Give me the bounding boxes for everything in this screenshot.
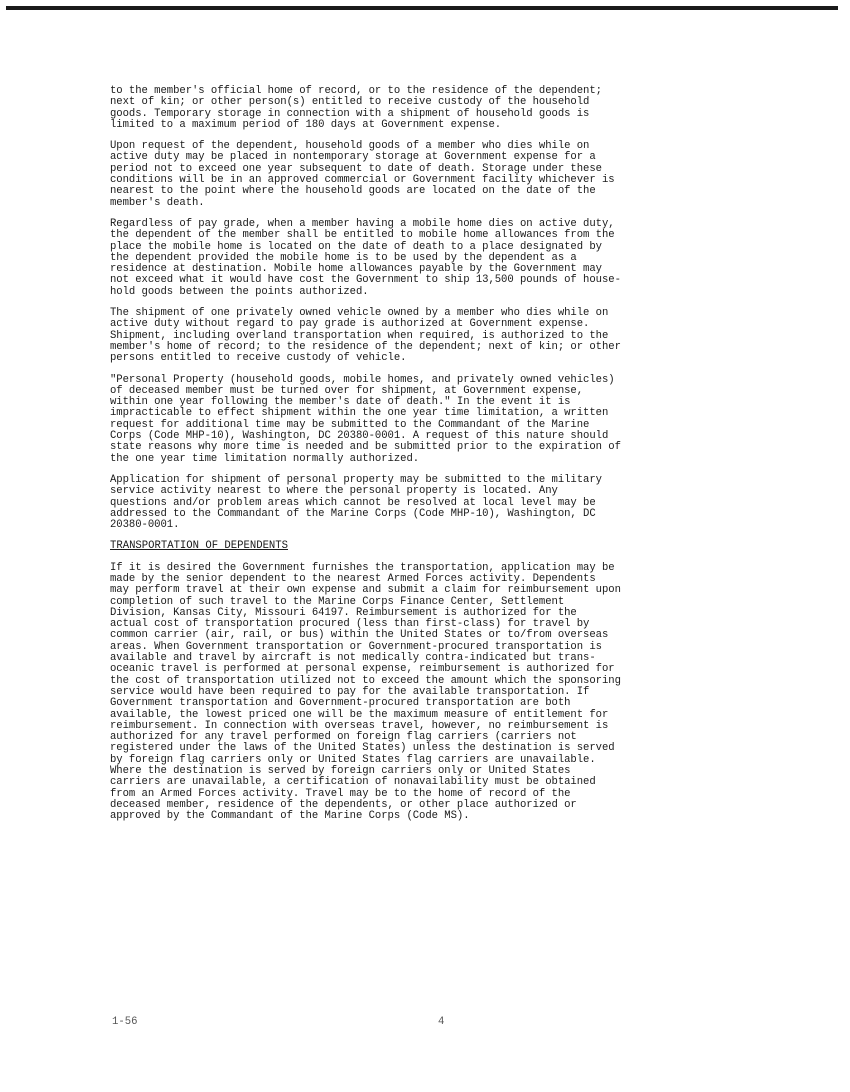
- paragraph-personal-property-time-limit: "Personal Property (household goods, mobile homes, and privately owned vehicles) of deceased member must be turned over for shipment, at Government expense, within one year following the member's date of death." In the event it is impracticable to effect shipment within the one year time limitation, a written request for additional time may be submitted to the Commandant of the Marine Corps (Code MHP-10), Washington, DC 20380-0001. A request of this nature should state reasons why more time is needed and be submitted prior to the expiration of the one year time limitation normally authorized.: [110, 373, 621, 465]
- paragraph-application-for-shipment: Application for shipment of personal property may be submitted to the military service activity nearest to where the personal property is located. Any questions and/or problem areas which cannot be resolved at local level may be addressed to the Commandant of the Marine Corps (Code MHP-10), Washington, DC 20380-0001.: [110, 473, 602, 532]
- paragraph-privately-owned-vehicle: The shipment of one privately owned vehicle owned by a member who dies while on active duty without regard to pay grade is authorized at Government expense. Shipment, including overland transportation when required, is authorized to the member's home of record; to the residence of the dependent; next of kin; or other persons entitled to receive custody of vehicle.: [110, 307, 621, 365]
- top-border-rule: [6, 6, 838, 10]
- section-heading-transportation-of-dependents: TRANSPORTATION OF DEPENDENTS: [110, 540, 289, 553]
- footer-page-number: 4: [438, 1016, 445, 1028]
- footer-page-code: 1-56: [112, 1016, 138, 1028]
- paragraph-transportation-of-dependents: If it is desired the Government furnishes the transportation, application may be made by the senior dependent to the nearest Armed Forces activity. Dependents may perform travel at their own expense and submit a claim for reimbursement upon completion of such travel to the Marine Corps Finance Center, Settlement Division, Kansas City, Missouri 64197. Reimbursement is authorized for the actual cost of transportation procured (less than first-class) for travel by common carrier (air, rail, or bus) within the United States or to/from overseas areas. When Government transportation or Government-procured transportation is available and travel by aircraft is not medically contra-indicated but trans- oceanic travel is performed at personal expense, reimbursement is authorized for the cost of transportation utilized not to exceed the amount which the sponsoring service would have been required to pay for the available transportation. If Government transportation and Government-procured transportation are both available, the lowest priced one will be the maximum measure of entitlement for reimbursement. In connection with overseas travel, however, no reimbursement is authorized for any travel performed on foreign flag carriers (carriers not registered under the laws of the United States) unless the destination is served by foreign flag carriers only or United States flag carriers are unavailable. Where the destination is served by foreign carriers only or United States carriers are unavailable, a certification of nonavailability must be obtained from an Armed Forces activity. Travel may be to the home of record of the deceased member, residence of the dependents, or other place authorized or approved by the Commandant of the Marine Corps (Code MS).: [110, 561, 621, 823]
- paragraph-mobile-home: Regardless of pay grade, when a member having a mobile home dies on active duty, the dependent of the member shall be entitled to mobile home allowances from the place the mobile home is located on the date of death to a place designated by the dependent provided the mobile home is to be used by the dependent as a residence at destination. Mobile home allowances payable by the Government may not exceed what it would have cost the Government to ship 13,500 pounds of house- hold goods between the points authorized.: [110, 217, 621, 298]
- paragraph-nontemporary-storage: Upon request of the dependent, household goods of a member who dies while on active duty may be placed in nontemporary storage at Government expense for a period not to exceed one year subsequent to date of death. Storage under these conditions will be in an approved commercial or Government facility whichever is nearest to the point where the household goods are located on the date of the member's death.: [110, 140, 615, 209]
- paragraph-household-goods-destination: to the member's official home of record, or to the residence of the dependent; next of kin; or other person(s) entitled to receive custody of the household goods. Temporary storage in connection with a shipment of household goods is limited to a maximum period of 180 days at Government expense.: [110, 85, 602, 131]
- document-body: [110, 86, 758, 833]
